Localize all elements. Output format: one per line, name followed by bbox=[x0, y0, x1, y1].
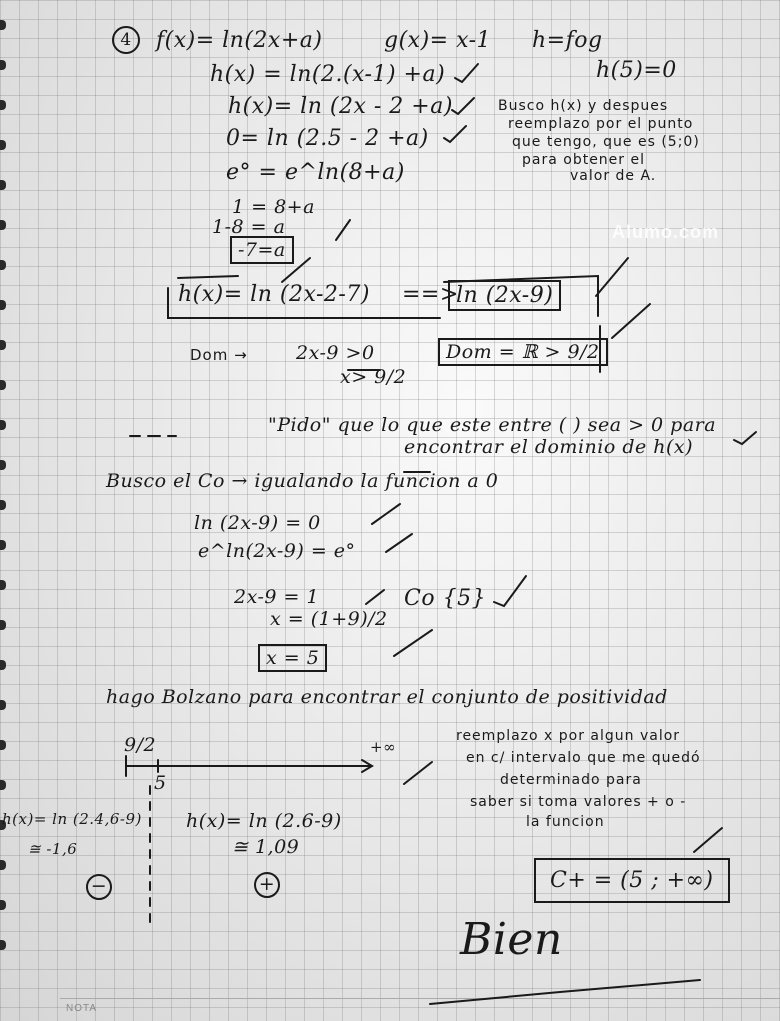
eval-left-value: ≅ -1,6 bbox=[28, 840, 78, 858]
function-g: g(x)= x-1 bbox=[384, 28, 492, 53]
zero-line-1: ln (2x-9) = 0 bbox=[194, 512, 321, 534]
eval-right: h(x)= ln (2.6-9) bbox=[186, 810, 342, 832]
note-line-1: Busco h(x) y despues bbox=[498, 98, 669, 114]
domain-ineq-2: x> 9/2 bbox=[340, 366, 407, 388]
check-mark bbox=[452, 98, 474, 114]
function-h-composition: h=fog bbox=[532, 28, 603, 53]
step-5: 1 = 8+a bbox=[232, 196, 315, 218]
note-line-3: que tengo, que es (5;0) bbox=[512, 134, 700, 150]
zero-line-3: 2x-9 = 1 bbox=[234, 586, 320, 608]
bolzano-right-label: +∞ bbox=[370, 738, 397, 756]
domain-note-2: encontrar el dominio de h(x) bbox=[404, 436, 694, 458]
eval-right-value: ≅ 1,09 bbox=[232, 836, 300, 858]
h-result-right: ln (2x-9) bbox=[448, 280, 561, 311]
check-mark bbox=[394, 630, 432, 656]
zero-line-2: e^ln(2x-9) = e° bbox=[198, 540, 356, 562]
note-line-2: reemplazo por el punto bbox=[508, 116, 694, 132]
step-1: h(x) = ln(2.(x-1) +a) bbox=[210, 62, 446, 87]
step-7-boxed: -7=a bbox=[230, 236, 294, 264]
h-result-left: h(x)= ln (2x-2-7) bbox=[178, 282, 370, 307]
domain-result: Dom = ℝ > 9/2 bbox=[438, 338, 608, 366]
check-mark bbox=[404, 762, 432, 784]
bolzano-left-label: 9/2 bbox=[124, 734, 157, 756]
check-mark bbox=[444, 126, 466, 142]
bolzano-note-3: determinado para bbox=[500, 772, 642, 788]
bolzano-note-2: en c/ intervalo que me quedó bbox=[466, 750, 701, 766]
check-mark bbox=[612, 304, 650, 338]
sign-positive: + bbox=[254, 872, 280, 898]
check-mark bbox=[494, 576, 526, 606]
step-4: e° = e^ln(8+a) bbox=[226, 160, 405, 185]
zero-line-4: x = (1+9)/2 bbox=[270, 608, 388, 630]
condition: h(5)=0 bbox=[596, 58, 677, 83]
step-3: 0= ln (2.5 - 2 +a) bbox=[226, 126, 429, 151]
positivity-result: C+ = (5 ; +∞) bbox=[534, 858, 730, 903]
h-result-arrow: ==> bbox=[402, 282, 459, 307]
problem-number: 4 bbox=[112, 26, 140, 54]
function-f: f(x)= ln(2x+a) bbox=[156, 28, 323, 53]
zero-line-5-boxed: x = 5 bbox=[258, 644, 327, 672]
check-mark bbox=[366, 590, 384, 604]
domain-ineq-1: 2x-9 >0 bbox=[296, 342, 375, 364]
bolzano-note-1: reemplazo x por algun valor bbox=[456, 728, 681, 744]
check-mark bbox=[372, 504, 400, 524]
check-mark bbox=[694, 828, 722, 852]
zero-intro: Busco el Co → igualando la funcion a 0 bbox=[106, 470, 499, 492]
check-mark bbox=[734, 432, 756, 444]
domain-label: Dom → bbox=[190, 346, 248, 364]
bolzano-mid-label: 5 bbox=[154, 772, 167, 794]
note-line-4: para obtener el bbox=[522, 152, 646, 168]
check-mark bbox=[336, 220, 350, 240]
domain-note-1: "Pido" que lo que este entre ( ) sea > 0 para bbox=[268, 414, 717, 436]
watermark: Alumo.com bbox=[612, 222, 720, 242]
check-mark bbox=[282, 258, 310, 282]
check-mark bbox=[455, 64, 478, 82]
eval-left: h(x)= ln (2.4,6-9) bbox=[2, 810, 142, 828]
zero-set: Co {5} bbox=[404, 586, 487, 611]
note-line-5: valor de A. bbox=[570, 168, 657, 184]
bolzano-note-4: saber si toma valores + o - bbox=[470, 794, 687, 810]
sign-negative: − bbox=[86, 874, 112, 900]
step-2: h(x)= ln (2x - 2 +a) bbox=[228, 94, 453, 119]
check-mark bbox=[596, 258, 628, 296]
grade-signature: Bien bbox=[460, 914, 563, 965]
footer-nota: NOTA bbox=[66, 1003, 98, 1014]
bolzano-title: hago Bolzano para encontrar el conjunto de positividad bbox=[106, 686, 668, 708]
step-6: 1-8 = a bbox=[212, 216, 286, 238]
check-mark bbox=[386, 534, 412, 552]
bolzano-note-5: la funcion bbox=[526, 814, 605, 830]
